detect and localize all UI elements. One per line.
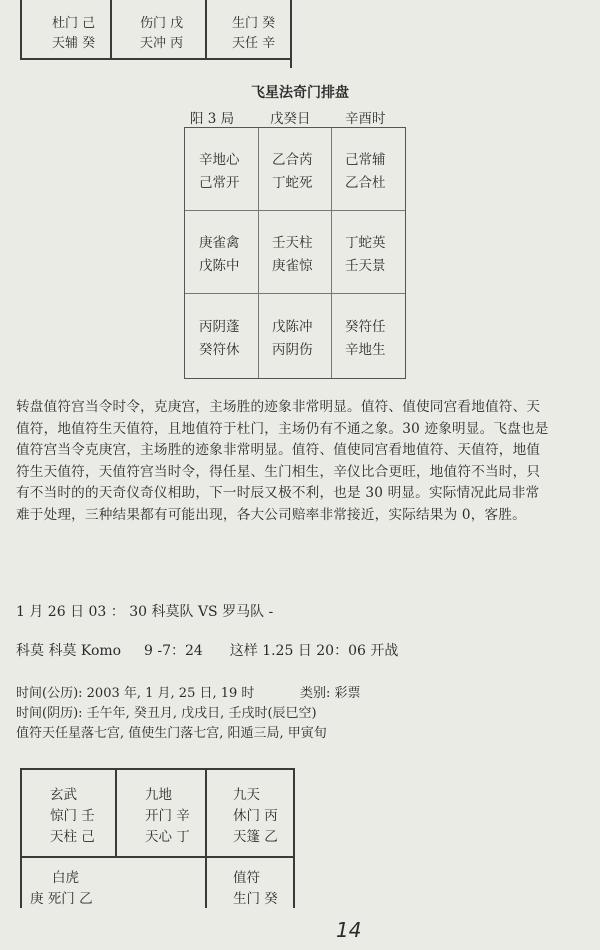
- chart-cell: [199, 232, 240, 278]
- cell-text: 庚雀惊: [272, 258, 313, 274]
- cell-text: 天任 辛: [232, 36, 276, 51]
- cell-text: 天柱 己: [50, 829, 95, 845]
- cell-text: 白虎: [52, 870, 79, 886]
- odds-text: 9 -7：24: [144, 643, 203, 659]
- grid-line: [20, 768, 22, 908]
- grid-line: [110, 0, 112, 58]
- bottom-cell: [233, 868, 278, 910]
- cell-text: 天冲 丙: [140, 36, 184, 51]
- cell-text: 九天: [233, 787, 260, 803]
- cell-text: 己常辅: [345, 152, 386, 168]
- cell-text: 生门 癸: [232, 16, 276, 31]
- grid-line: [293, 768, 295, 908]
- paragraph-line: 值符宫当令克庚宫，主场胜的迹象非常明显。值符、值使同宫看地值符、天值符，地值: [16, 442, 541, 458]
- cell-text: 天心 丁: [145, 829, 190, 845]
- grid-line: [20, 0, 22, 58]
- cell-text: 生门 癸: [233, 891, 278, 907]
- cell-text: 休门 丙: [233, 808, 278, 824]
- cell-text: 九地: [145, 787, 172, 803]
- bottom-cell: [233, 785, 278, 848]
- cell-text: 辛地生: [345, 342, 386, 358]
- bottom-cell: [30, 868, 93, 910]
- grid-line: [205, 0, 207, 58]
- top-cell: [232, 14, 275, 54]
- chart-cell: [272, 149, 313, 195]
- cell-text: 庚雀禽: [199, 235, 240, 251]
- chart-cell: [272, 316, 313, 362]
- cell-text: 开门 辛: [145, 808, 190, 824]
- paragraph-line: 有不当时的的天奇仪奇仪相助，下一时辰又极不利，也是 30 明显。实际情况此局非常: [16, 485, 540, 501]
- chart-grid: [184, 127, 406, 379]
- paragraph-line: 值符，地值符生天值符，且地值符于杜门，主场仍有不通之象。30 迹象明显。飞盘也是: [16, 420, 549, 437]
- grid-line: [258, 128, 259, 378]
- cell-text: 乙合杜: [345, 175, 386, 191]
- cell-text: 辛地心: [199, 152, 240, 168]
- start-time-note: 这样 1.25 日 20：06 开战: [229, 643, 399, 659]
- cell-text: 戊陈中: [199, 258, 240, 274]
- chart-cell: [345, 149, 386, 195]
- cell-text: 天辅 癸: [52, 36, 96, 51]
- cell-text: 天篷 乙: [233, 829, 278, 845]
- cell-text: 丙阴蓬: [199, 319, 240, 335]
- top-cell: [140, 14, 183, 54]
- cell-text: 值符: [233, 870, 260, 886]
- cell-text: 壬天柱: [272, 235, 313, 251]
- odds-line: [16, 640, 398, 660]
- cell-text: 丁蛇死: [272, 175, 313, 191]
- top-cell: [52, 14, 95, 54]
- grid-line: [205, 768, 207, 908]
- chart-header-ju: 阳 3 局: [190, 111, 235, 127]
- grid-line: [115, 768, 117, 856]
- bottom-cell: [50, 785, 95, 848]
- category: 类别: 彩票: [300, 686, 361, 701]
- chart-cell: [199, 149, 240, 195]
- cell-text: 丁蛇英: [345, 235, 386, 251]
- cell-text: 丙阴伤: [272, 342, 313, 358]
- match-line: 1 月 26 日 03 ： 30 科莫队 VS 罗马队 -: [16, 604, 274, 620]
- cell-text: 乙合芮: [272, 152, 313, 168]
- cell-text: 癸符任: [345, 319, 386, 335]
- chart-title: 飞星法奇门排盘: [251, 85, 349, 101]
- cell-text: 惊门 壬: [50, 808, 95, 824]
- cell-text: 己常开: [199, 175, 240, 191]
- cell-text: 杜门 己: [52, 16, 96, 31]
- solar-time: 时间(公历): 2003 年, 1 月, 25 日, 19 时: [16, 686, 255, 701]
- chart-header-day: 戊癸日: [270, 111, 311, 127]
- grid-line: [20, 856, 295, 858]
- paragraph-line: 符生天值符，天值符宫当时令，得任星、生门相生，辛仪比合更旺，地值符不当时，只: [16, 463, 541, 480]
- grid-line: [20, 768, 295, 770]
- duty-info: 值符天任星落七宫, 值使生门落七宫, 阳遁三局, 甲寅旬: [16, 726, 327, 741]
- bottom-cell: [145, 785, 190, 848]
- grid-line: [331, 128, 332, 378]
- chart-cell: [272, 232, 313, 278]
- grid-line: [185, 210, 405, 211]
- cell-text: 壬天景: [345, 258, 386, 274]
- paragraph-line: 转盘值符宫当令时令，克庚宫，主场胜的迹象非常明显。值符、值使同宫看地值符、天: [16, 399, 541, 415]
- cell-text: 戊陈冲: [272, 319, 313, 335]
- page-number: 14: [336, 918, 362, 942]
- chart-cell: [345, 316, 386, 362]
- grid-line: [20, 58, 292, 60]
- grid-line: [185, 293, 405, 294]
- cell-text: 癸符休: [199, 342, 240, 358]
- chart-cell: [345, 232, 386, 278]
- cell-text: 庚 死门 乙: [30, 891, 93, 907]
- lunar-time: 时间(阴历): 壬午年, 癸丑月, 戊戌日, 壬戌时(辰巳空): [16, 706, 317, 721]
- chart-cell: [199, 316, 240, 362]
- cell-text: 伤门 戊: [140, 16, 184, 31]
- analysis-paragraph: [16, 397, 588, 526]
- cell-text: 玄武: [50, 787, 77, 803]
- chart-header-hour: 辛酉时: [345, 111, 386, 127]
- teams-text: 科莫 科莫 Komo: [16, 643, 122, 659]
- paragraph-line: 难于处理，三种结果都有可能出现，各大公司赔率非常接近，实际结果为 0，客胜。: [16, 506, 526, 523]
